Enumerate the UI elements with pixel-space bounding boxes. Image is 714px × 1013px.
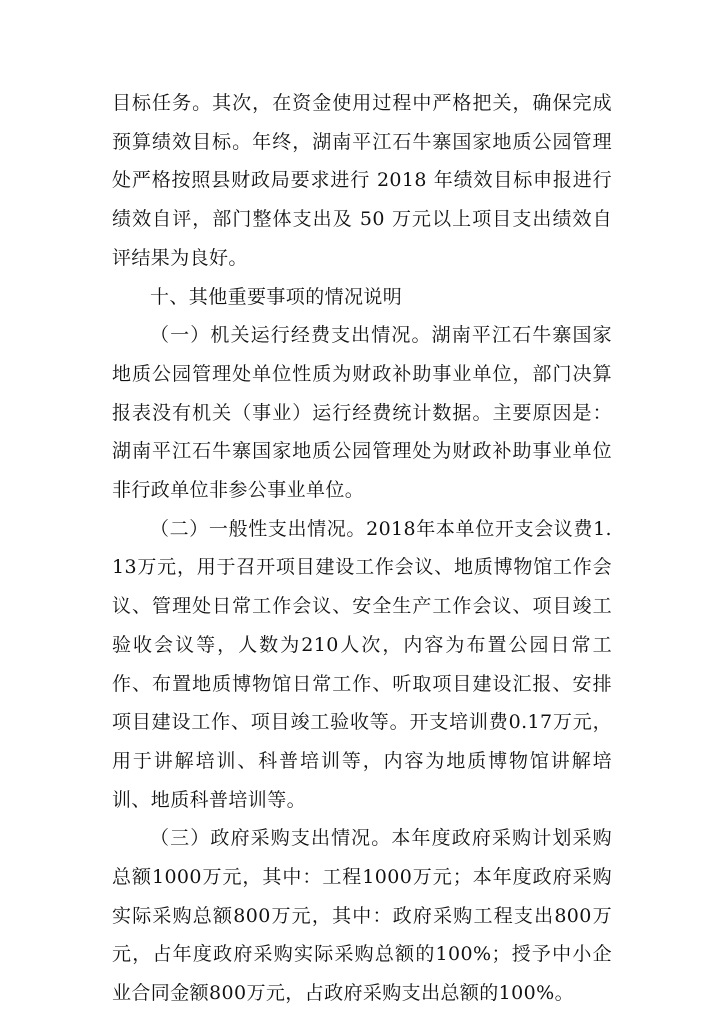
section-heading-other-matters: 十、其他重要事项的情况说明 — [150, 285, 403, 308]
paragraph-performance-evaluation: 目标任务。其次，在资金使用过程中严格把关，确保完成预算绩效目标。年终，湖南平江石牛寨国家地质公园管理处严格按照县财政局要求进行 2018 年绩效目标申报进行绩效自评，部门整体支出及 50 万元以上项目支出绩效自评结果为良好。 — [112, 92, 612, 269]
paragraph-government-procurement: （三）政府采购支出情况。本年度政府采购计划采购总额1000万元，其中：工程1000万元；本年度政府采购实际采购总额800万元，其中：政府采购工程支出800万元，占年度政府采购实际采购总额的100%；授予中小企业合同金额800万元，占政府采购支出总额的100%。 — [112, 827, 612, 1005]
paragraph-general-expenses: （二）一般性支出情况。2018年本单位开支会议费1.13万元，用于召开项目建设工作会议、地质博物馆工作会议、管理处日常工作会议、安全生产工作会议、项目竣工验收会议等，人数为210人次，内容为布置公园日常工作、布置地质博物馆日常工作、听取项目建设汇报、安排项目建设工作、项目竣工验收等。开支培训费0.17万元，用于讲解培训、科普培训等，内容为地质博物馆讲解培训、地质科普培训等。 — [112, 517, 612, 811]
paragraph-operating-expenses: （一）机关运行经费支出情况。湖南平江石牛寨国家地质公园管理处单位性质为财政补助事业单位，部门决算报表没有机关（事业）运行经费统计数据。主要原因是：湖南平江石牛寨国家地质公园管理处为财政补助事业单位非行政单位非参公事业单位。 — [112, 324, 612, 502]
document-body — [112, 84, 612, 1013]
